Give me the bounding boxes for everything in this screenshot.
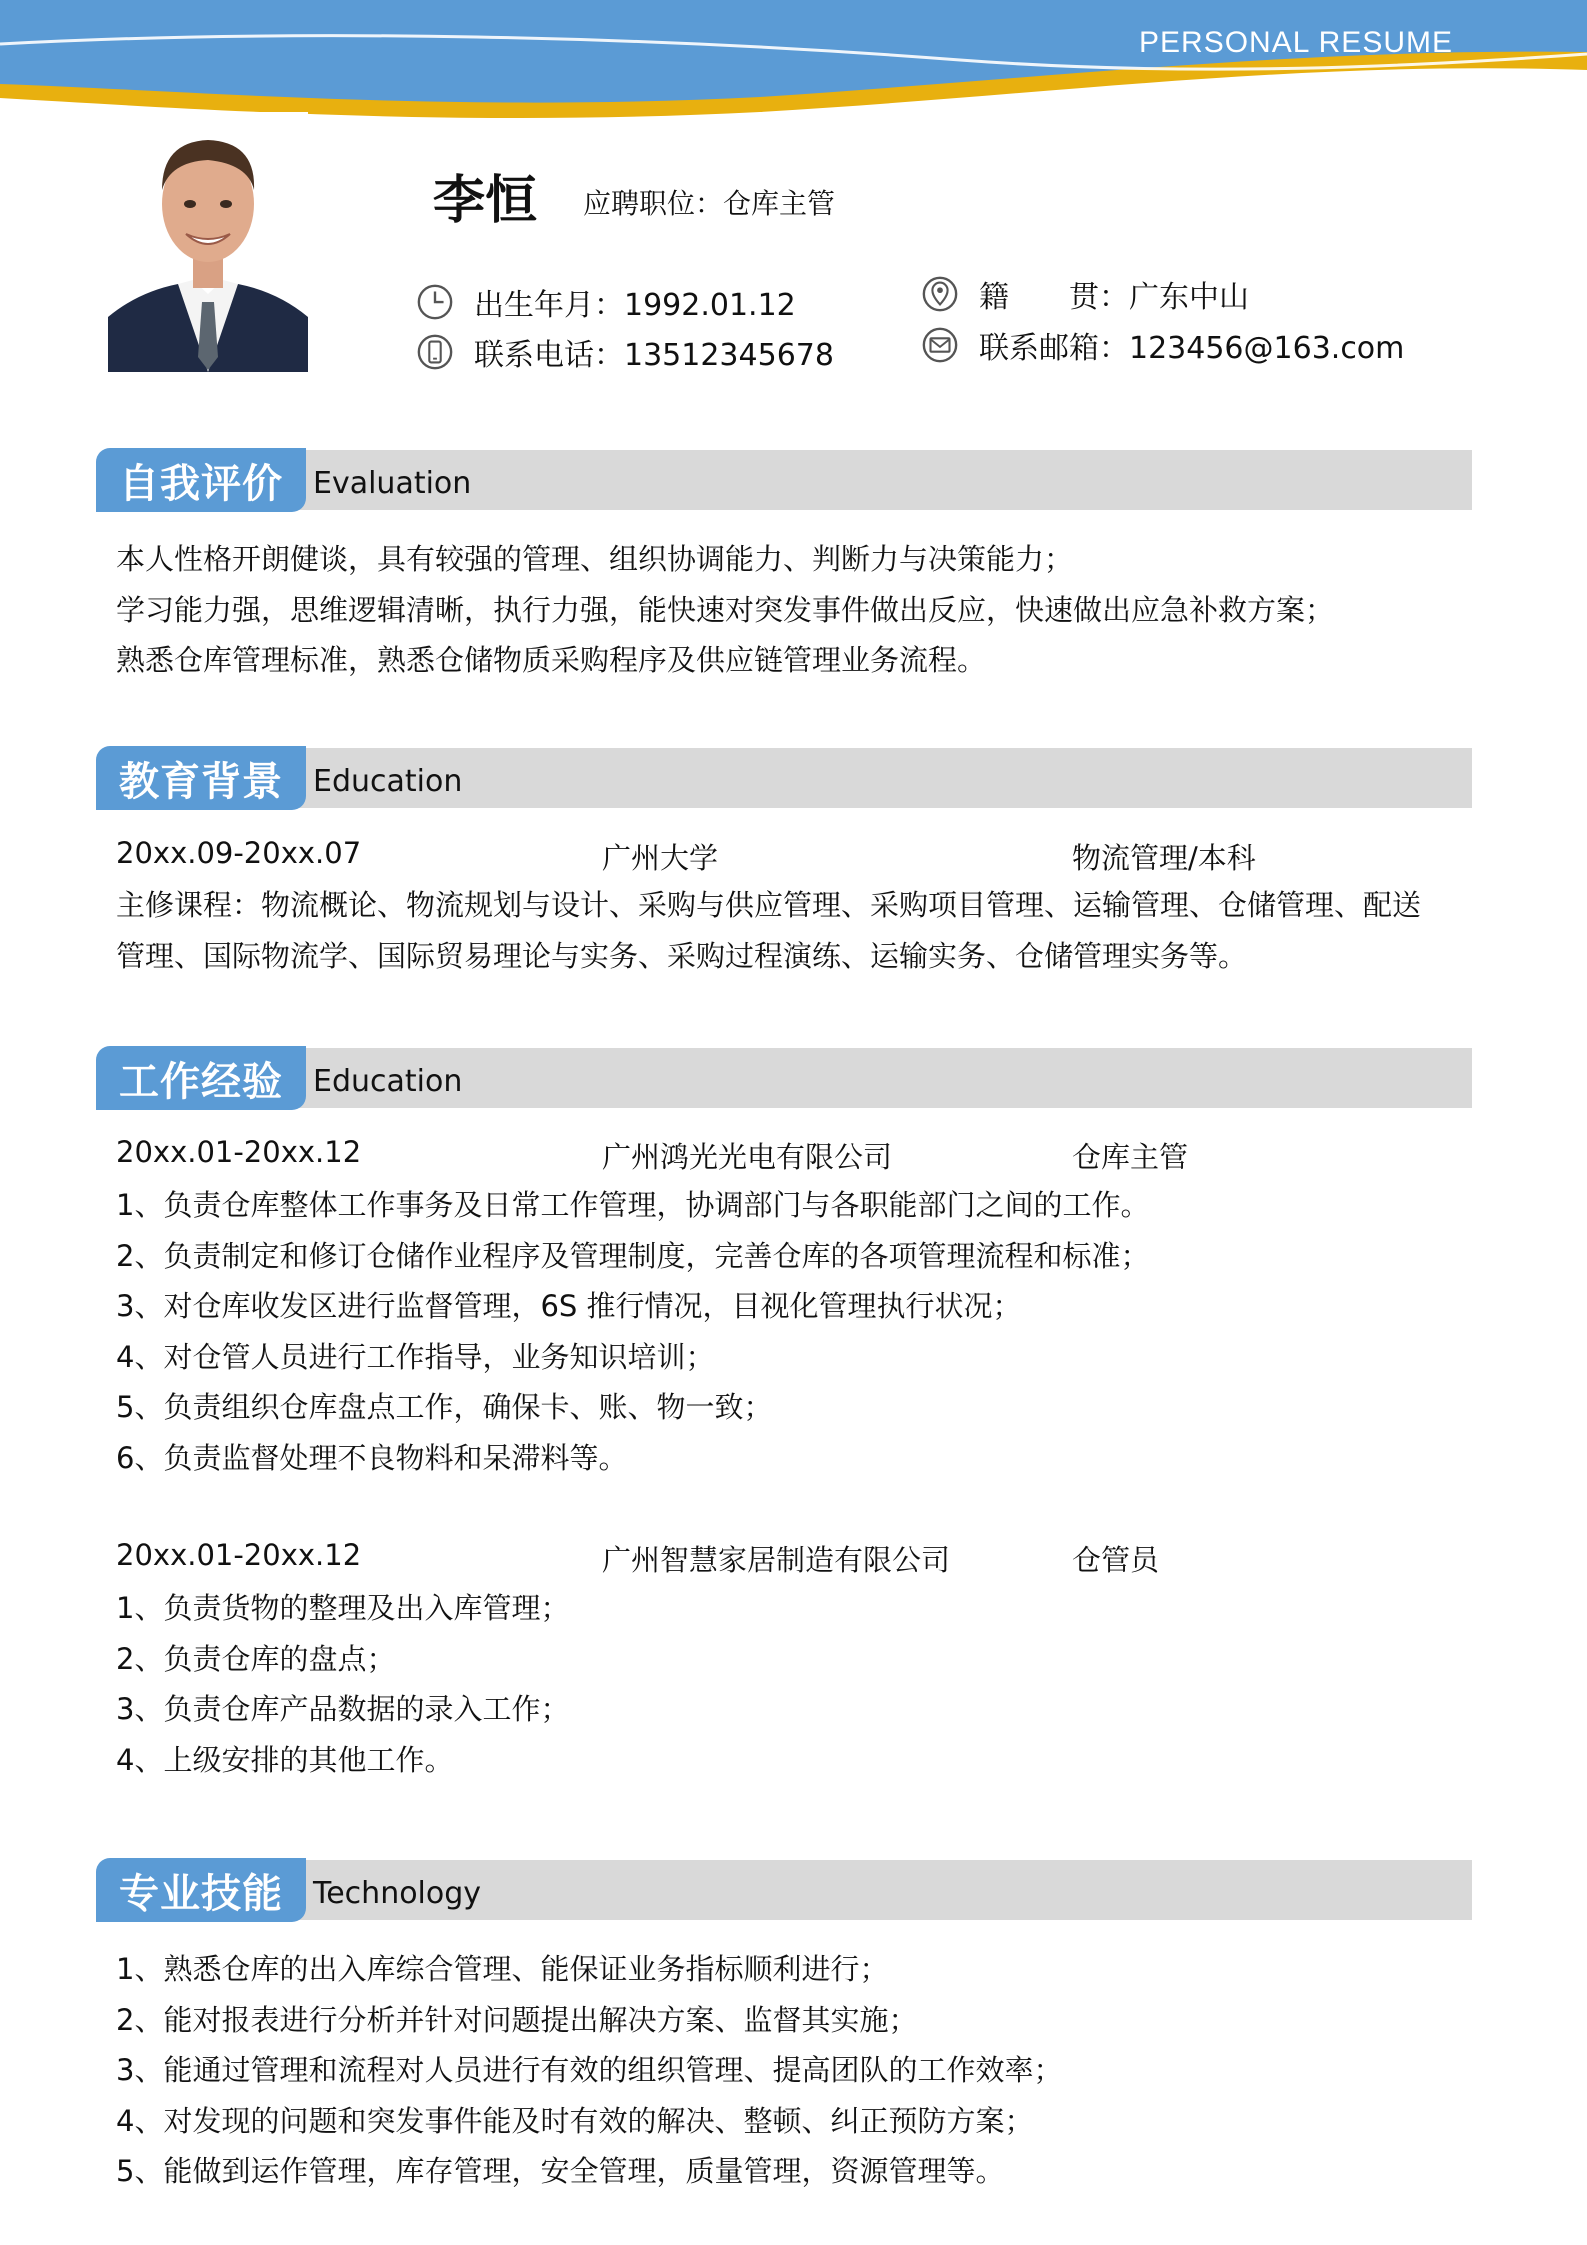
section-subtitle: Education [313,1064,463,1099]
education-school: 广州大学 [602,841,719,875]
skill-item: 5、能做到运作管理，库存管理，安全管理，质量管理，资源管理等。 [116,2154,1005,2188]
section-title: 工作经验 [96,1046,306,1110]
duty-item: 3、负责仓库产品数据的录入工作； [116,1692,570,1726]
job-company: 广州智慧家居制造有限公司 [602,1543,951,1577]
job-role: 仓管员 [1072,1543,1160,1577]
duty-item: 3、对仓库收发区进行监督管理，6S 推行情况，目视化管理执行状况； [116,1289,1022,1323]
section-skills-header [96,1858,1472,1922]
skill-item: 1、熟悉仓库的出入库综合管理、能保证业务指标顺利进行； [116,1952,889,1986]
section-education-header [96,746,1472,810]
mail-icon [921,326,959,364]
email: 联系邮箱：123456@163.com [979,331,1405,366]
skill-item: 4、对发现的问题和突发事件能及时有效的解决、整顿、纠正预防方案； [116,2103,1034,2138]
location-icon [921,275,959,313]
section-title: 自我评价 [96,448,306,512]
skill-item: 2、能对报表进行分析并针对问题提出解决方案、监督其实施； [116,2002,918,2037]
section-title: 教育背景 [96,746,306,810]
education-courses [116,880,1476,981]
section-title: 专业技能 [96,1858,306,1922]
evaluation-text [116,534,1476,686]
job-period: 20xx.01-20xx.12 [116,1135,362,1169]
section-evaluation-header [96,448,1472,512]
hometown: 籍 贯：广东中山 [979,280,1249,315]
duty-item: 4、对仓管人员进行工作指导，业务知识培训； [116,1339,715,1374]
duty-item: 1、负责仓库整体工作事务及日常工作管理，协调部门与各职能部门之间的工作。 [116,1188,1150,1222]
duty-item: 5、负责组织仓库盘点工作，确保卡、账、物一致； [116,1390,773,1424]
phone-number: 联系电话：13512345678 [474,338,834,373]
job-role: 仓库主管 [1072,1140,1189,1174]
duty-item: 4、上级安排的其他工作。 [116,1742,454,1777]
education-major: 物流管理/本科 [1072,841,1256,875]
education-period: 20xx.09-20xx.07 [116,836,362,870]
job-duties [116,1180,1476,1483]
courses-line: 管理、国际物流学、国际贸易理论与实务、采购过程演练、运输实务、仓储管理实务等。 [116,938,1248,973]
section-subtitle: Technology [313,1876,482,1911]
evaluation-line: 熟悉仓库管理标准，熟悉仓储物质采购程序及供应链管理业务流程。 [116,643,987,677]
hometown-row [921,272,1249,316]
job-period: 20xx.01-20xx.12 [116,1538,362,1572]
skills-list [116,1944,1476,2197]
section-work-header [96,1046,1472,1110]
section-subtitle: Evaluation [313,466,472,501]
duty-item: 2、负责制定和修订仓储作业程序及管理制度，完善仓库的各项管理流程和标准； [116,1238,1150,1273]
candidate-name: 李恒 [433,171,538,231]
section-subtitle: Education [313,764,463,799]
profile-photo [108,112,308,372]
duty-item: 1、负责货物的整理及出入库管理； [116,1591,570,1625]
header-title: PERSONAL RESUME [1139,26,1453,59]
phone-row [416,330,834,374]
phone-icon [416,333,454,371]
header-wave [0,0,1587,130]
courses-line: 主修课程：物流概论、物流规划与设计、采购与供应管理、采购项目管理、运输管理、仓储管理、配送 [116,888,1422,922]
email-row [921,323,1404,367]
applied-position: 应聘职位：仓库主管 [583,187,836,220]
job-company: 广州鸿光光电有限公司 [602,1140,893,1174]
clock-icon [416,283,454,321]
job-duties [116,1583,1476,1785]
birth-date: 出生年月：1992.01.12 [474,288,796,323]
evaluation-line: 学习能力强，思维逻辑清晰，执行力强，能快速对突发事件做出反应，快速做出应急补救方案； [116,592,1335,627]
duty-item: 6、负责监督处理不良物料和呆滞料等。 [116,1440,628,1475]
evaluation-line: 本人性格开朗健谈，具有较强的管理、组织协调能力、判断力与决策能力； [116,542,1074,576]
duty-item: 2、负责仓库的盘点； [116,1641,396,1676]
skill-item: 3、能通过管理和流程对人员进行有效的组织管理、提高团队的工作效率； [116,2053,1063,2087]
birth-row [416,280,796,324]
